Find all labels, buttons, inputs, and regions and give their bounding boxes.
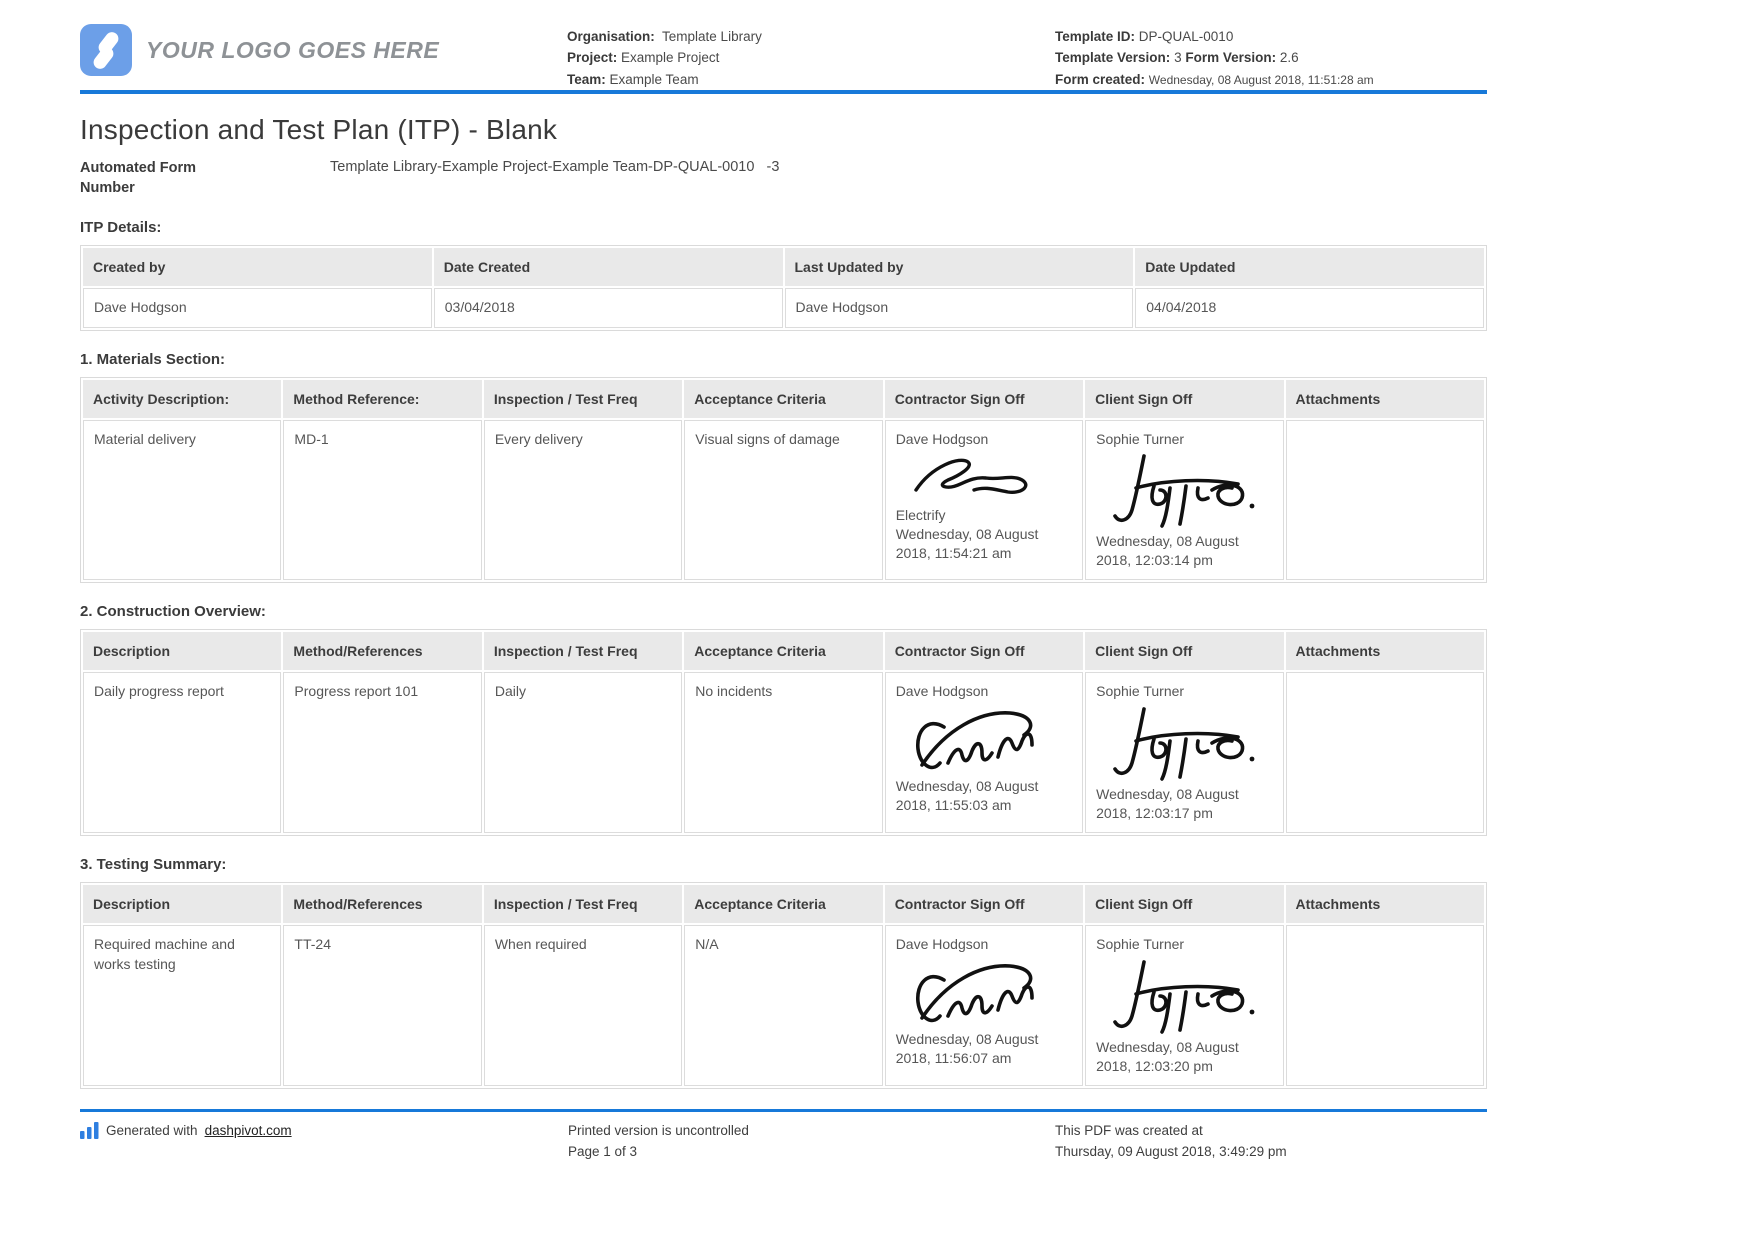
contractor-signoff-cell	[885, 672, 1083, 833]
column-header: Attachments	[1286, 632, 1484, 670]
method-references-cell: Progress report 101	[283, 672, 481, 833]
pdf-created-note	[1055, 1121, 1287, 1163]
column-header: Last Updated by	[785, 248, 1134, 286]
table-row	[83, 672, 1484, 833]
signoff-timestamp: Wednesday, 08 August 2018, 12:03:17 pm	[1096, 786, 1239, 822]
signer-name: Sophie Turner	[1096, 683, 1185, 700]
client-signoff-cell	[1085, 925, 1283, 1086]
column-header: Inspection / Test Freq	[484, 380, 682, 418]
signer-name: Dave Hodgson	[895, 430, 989, 447]
organisation-label: Organisation:	[567, 29, 655, 44]
inspection-freq-cell: Daily	[484, 672, 682, 833]
client-signature-image	[1110, 958, 1258, 1036]
attachments-cell	[1286, 925, 1484, 1086]
last-updated-by-cell: Dave Hodgson	[785, 288, 1134, 328]
form-version-value: 2.6	[1279, 50, 1299, 66]
project-value: Example Project	[621, 50, 720, 66]
automated-form-number	[80, 158, 1487, 199]
form-number-label: Automated Form Number	[80, 160, 196, 197]
contractor-signoff-cell	[885, 420, 1083, 581]
column-header: Date Updated	[1135, 248, 1484, 286]
header-divider	[80, 90, 1487, 94]
column-header: Attachments	[1286, 380, 1484, 418]
table-row	[83, 925, 1484, 1086]
column-header: Contractor Sign Off	[885, 885, 1083, 923]
inspection-freq-cell: Every delivery	[484, 420, 682, 581]
section-heading: 2. Construction Overview:	[80, 603, 266, 621]
materials-section-table	[80, 377, 1487, 584]
page-footer	[80, 1121, 1487, 1175]
date-updated-cell: 04/04/2018	[1135, 288, 1484, 328]
column-header: Description	[83, 885, 281, 923]
section-header-row	[83, 885, 1484, 923]
column-header: Created by	[83, 248, 432, 286]
inspection-freq-cell: When required	[484, 925, 682, 1086]
template-id-value: DP-QUAL-0010	[1138, 29, 1234, 44]
form-number-value: Template Library-Example Project-Example Team-DP-QUAL-0010 -3	[330, 159, 780, 175]
signoff-timestamp: Wednesday, 08 August 2018, 12:03:20 pm	[1096, 1038, 1239, 1074]
header-template-info	[1055, 26, 1374, 90]
logo-area	[80, 24, 439, 76]
project-line	[567, 47, 762, 68]
column-header: Client Sign Off	[1085, 380, 1283, 418]
created-at-label: This PDF was created at	[1055, 1122, 1203, 1138]
project-label: Project:	[567, 50, 618, 66]
itp-details-heading: ITP Details:	[80, 218, 162, 236]
page-number: Page 1 of 3	[568, 1143, 638, 1159]
logo-placeholder-text: YOUR LOGO GOES HERE	[146, 36, 440, 63]
date-created-cell: 03/04/2018	[434, 288, 783, 328]
signer-company: Electrify	[895, 507, 946, 524]
company-logo-icon	[80, 24, 132, 76]
contractor-signoff-cell	[885, 925, 1083, 1086]
method-references-cell: TT-24	[283, 925, 481, 1086]
acceptance-criteria-cell: N/A	[684, 925, 882, 1086]
template-version-label: Template Version:	[1055, 50, 1171, 66]
table-row	[83, 288, 1484, 328]
pdf-page	[80, 0, 1487, 1175]
column-header: Method/References	[283, 885, 481, 923]
page-title: Inspection and Test Plan (ITP) - Blank	[80, 114, 558, 145]
organisation-value: Template Library	[662, 29, 762, 44]
column-header: Contractor Sign Off	[885, 380, 1083, 418]
column-header: Method Reference:	[283, 380, 481, 418]
column-header: Inspection / Test Freq	[484, 632, 682, 670]
form-created-value: Wednesday, 08 August 2018, 11:51:28 am	[1148, 72, 1374, 87]
column-header: Activity Description:	[83, 380, 281, 418]
team-label: Team:	[567, 71, 606, 87]
column-header: Inspection / Test Freq	[484, 885, 682, 923]
template-id-line	[1055, 26, 1374, 47]
column-header: Attachments	[1286, 885, 1484, 923]
itp-details-header-row	[83, 248, 1484, 286]
method-reference-cell: MD-1	[283, 420, 481, 581]
attachments-cell	[1286, 420, 1484, 581]
signer-name: Sophie Turner	[1096, 935, 1185, 952]
column-header: Method/References	[283, 632, 481, 670]
bar-chart-icon	[80, 1122, 99, 1139]
column-header: Acceptance Criteria	[684, 380, 882, 418]
organisation-line	[567, 26, 762, 47]
client-signoff-cell	[1085, 420, 1283, 581]
column-header: Client Sign Off	[1085, 632, 1283, 670]
form-created-line	[1055, 69, 1374, 90]
signer-name: Sophie Turner	[1096, 430, 1185, 447]
generated-with-text: Generated with	[106, 1122, 198, 1138]
column-header: Acceptance Criteria	[684, 632, 882, 670]
client-signoff-cell	[1085, 672, 1283, 833]
signoff-timestamp: Wednesday, 08 August 2018, 11:56:07 am	[895, 1030, 1039, 1066]
section-header-row	[83, 632, 1484, 670]
page-header	[80, 24, 1487, 90]
signoff-timestamp: Wednesday, 08 August 2018, 11:55:03 am	[895, 778, 1039, 814]
created-by-cell: Dave Hodgson	[83, 288, 432, 328]
signer-name: Dave Hodgson	[895, 935, 989, 952]
template-version-value: 3	[1174, 50, 1182, 66]
team-value: Example Team	[609, 71, 699, 87]
column-header: Contractor Sign Off	[885, 632, 1083, 670]
attachments-cell	[1286, 672, 1484, 833]
signoff-timestamp: Wednesday, 08 August 2018, 11:54:21 am	[895, 526, 1039, 562]
contractor-signature-image	[910, 705, 1050, 775]
uncontrolled-text: Printed version is uncontrolled	[568, 1122, 749, 1138]
signoff-timestamp: Wednesday, 08 August 2018, 12:03:14 pm	[1096, 533, 1239, 569]
client-signature-image	[1110, 452, 1258, 530]
form-version-label: Form Version:	[1185, 50, 1277, 66]
table-row	[83, 420, 1484, 581]
section-heading: 1. Materials Section:	[80, 350, 226, 368]
signer-name: Dave Hodgson	[895, 683, 989, 700]
section-header-row	[83, 380, 1484, 418]
acceptance-criteria-cell: Visual signs of damage	[684, 420, 882, 581]
column-header: Description	[83, 632, 281, 670]
activity-description-cell: Material delivery	[83, 420, 281, 581]
column-header: Date Created	[434, 248, 783, 286]
generated-with	[80, 1122, 292, 1139]
construction-overview-table	[80, 629, 1487, 836]
contractor-signature-image	[910, 958, 1050, 1028]
dashpivot-link[interactable]: dashpivot.com	[204, 1122, 292, 1138]
form-created-label: Form created:	[1055, 71, 1146, 87]
acceptance-criteria-cell: No incidents	[684, 672, 882, 833]
testing-summary-table	[80, 882, 1487, 1089]
template-version-line	[1055, 47, 1374, 68]
column-header: Acceptance Criteria	[684, 885, 882, 923]
column-header: Client Sign Off	[1085, 885, 1283, 923]
printed-version-note	[568, 1121, 749, 1163]
team-line	[567, 69, 762, 90]
section-heading: 3. Testing Summary:	[80, 855, 227, 873]
template-id-label: Template ID:	[1055, 29, 1136, 44]
description-cell: Required machine and works testing	[83, 925, 281, 1086]
footer-divider	[80, 1109, 1487, 1112]
client-signature-image	[1110, 705, 1258, 783]
contractor-signature-image	[910, 452, 1042, 504]
description-cell: Daily progress report	[83, 672, 281, 833]
itp-details-table	[80, 245, 1487, 331]
created-at-value: Thursday, 09 August 2018, 3:49:29 pm	[1055, 1143, 1287, 1159]
header-project-info	[567, 26, 762, 90]
